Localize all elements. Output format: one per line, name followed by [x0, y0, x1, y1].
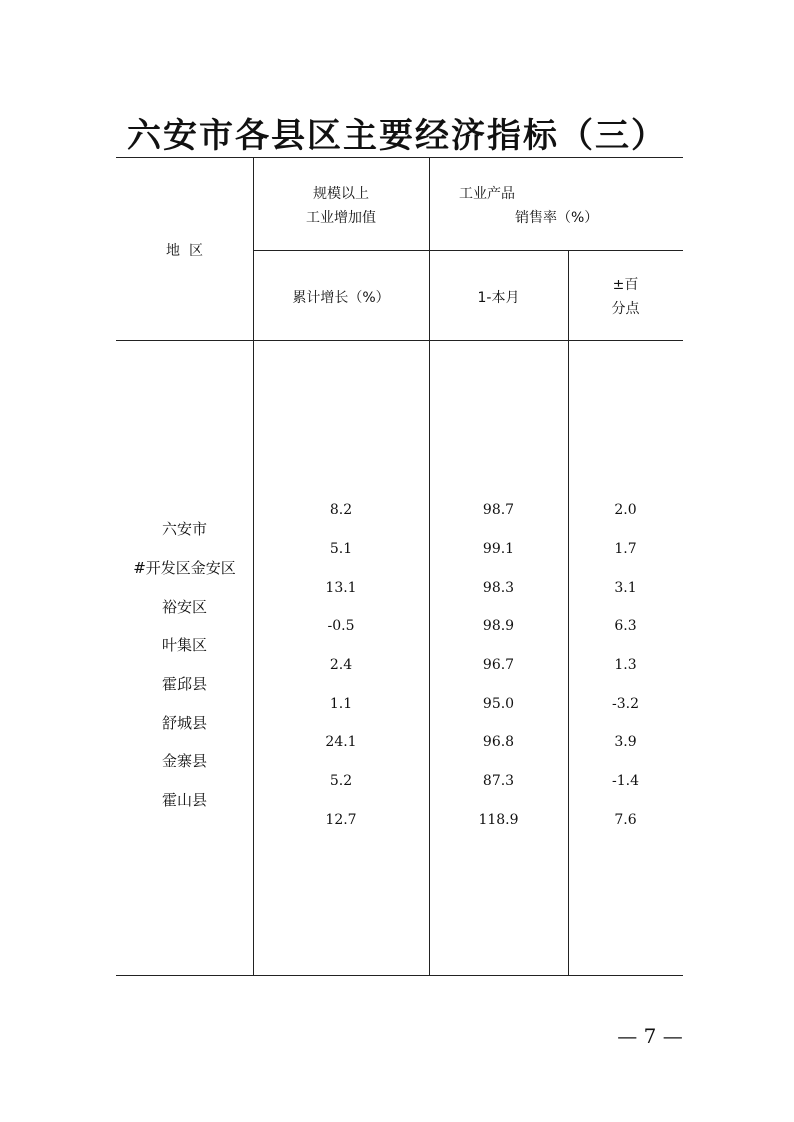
- header-pct-points: [568, 273, 683, 321]
- sales-rate-value: 95.0: [482, 696, 515, 712]
- region-name: 霍邱县: [161, 675, 207, 693]
- region-name: 叶集区: [161, 636, 207, 654]
- pct-points-value: 1.3: [614, 657, 637, 673]
- sales-rate-value: 96.7: [482, 657, 515, 673]
- header-pct-line2: 分点: [611, 301, 640, 317]
- region-name: 裕安区: [161, 598, 207, 616]
- region-name: 舒城县: [161, 714, 207, 732]
- pct-points-value: 2.0: [614, 502, 637, 518]
- pct-points-value: 3.1: [614, 580, 637, 596]
- sales-rate-value: 118.9: [478, 812, 519, 828]
- pct-points-value: -1.4: [612, 773, 639, 789]
- sales-rate-value: 96.8: [482, 734, 515, 750]
- pct-points-value: -3.2: [612, 696, 639, 712]
- growth-value: -0.5: [327, 618, 355, 634]
- pct-points-value: 3.9: [614, 734, 637, 750]
- header-bottom-rule: [116, 340, 683, 341]
- region-name: 金寨县: [161, 752, 207, 770]
- page-title: 六安市各县区主要经济指标（三）: [127, 116, 667, 156]
- pct-points-value: 7.6: [614, 812, 637, 828]
- header-iav-line2: 工业增加值: [306, 210, 376, 226]
- growth-value: 8.2: [329, 502, 353, 518]
- sales-rate-value: 98.3: [482, 580, 515, 596]
- header-region: [116, 239, 253, 263]
- header-pct-line1: ±百: [612, 277, 639, 293]
- growth-value: 24.1: [325, 734, 357, 750]
- pct-points-value: 6.3: [614, 618, 637, 634]
- header-region-label: 地 区: [166, 243, 203, 259]
- sales-rate-value: 87.3: [482, 773, 515, 789]
- table-bottom-rule: [116, 975, 683, 976]
- header-cumulative-growth: 累计增长（%）: [292, 290, 390, 306]
- header-sales-line1: 工业产品: [459, 186, 515, 202]
- growth-value: 2.4: [329, 657, 353, 673]
- growth-value: 5.1: [329, 541, 353, 557]
- region-name: 霍山县: [161, 791, 207, 809]
- header-sales-rate: [429, 182, 683, 230]
- table-top-rule: [116, 157, 683, 158]
- growth-value: 5.2: [329, 773, 353, 789]
- growth-value: 12.7: [325, 812, 357, 828]
- col-divider-2: [429, 157, 430, 975]
- header-sales-line2: 销售率（%）: [515, 210, 599, 226]
- region-name: 六安市: [161, 520, 207, 538]
- sales-rate-value: 99.1: [482, 541, 515, 557]
- header-iav-line1: 规模以上: [313, 186, 369, 202]
- growth-value: 13.1: [325, 580, 357, 596]
- page-number: — 7 —: [617, 1024, 683, 1048]
- col-divider-3: [568, 250, 569, 975]
- sales-rate-value: 98.7: [482, 502, 515, 518]
- sales-rate-value: 98.9: [482, 618, 515, 634]
- col-divider-1: [253, 157, 254, 975]
- region-name: #开发区金安区: [133, 559, 236, 577]
- header-mid-rule: [253, 250, 683, 251]
- header-jan-to-month: 1-本月: [477, 290, 520, 306]
- pct-points-value: 1.7: [614, 541, 637, 557]
- header-industrial-added-value: [253, 182, 429, 230]
- growth-value: 1.1: [329, 696, 353, 712]
